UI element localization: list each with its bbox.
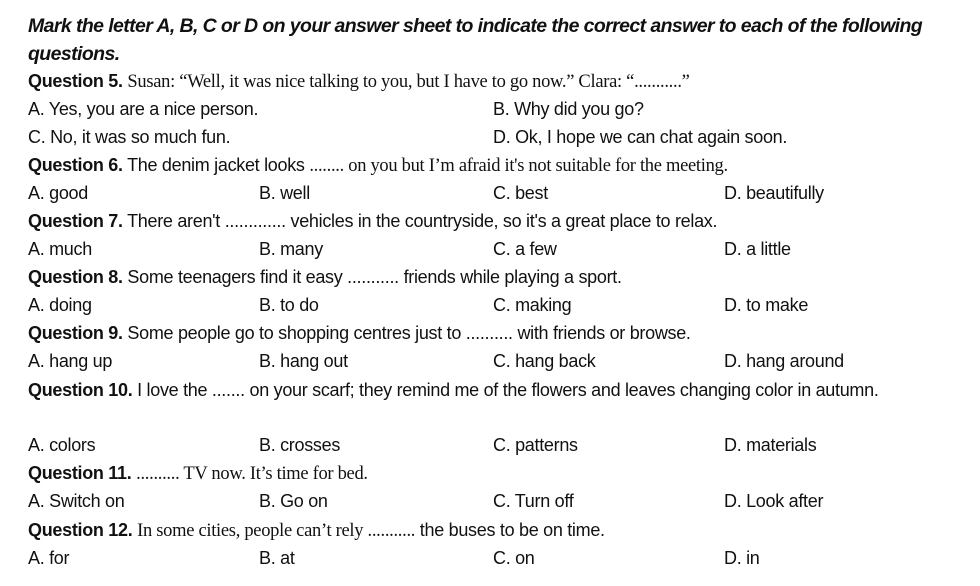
option-a[interactable]: A. Yes, you are a nice person. bbox=[28, 99, 259, 119]
question-6 bbox=[28, 153, 964, 178]
question-8 bbox=[28, 265, 964, 289]
question-text: There aren't ............. vehicles in the countryside, so it's a great place to relax. bbox=[127, 211, 718, 231]
option-b[interactable]: B. to do bbox=[259, 295, 319, 315]
option-a[interactable]: A. much bbox=[28, 239, 92, 259]
option-b[interactable]: B. at bbox=[259, 548, 295, 568]
option-a[interactable]: A. good bbox=[28, 183, 88, 203]
instructions: Mark the letter A, B, C or D on your answer sheet to indicate the correct answer to each of the following questions. bbox=[28, 15, 923, 65]
question-text: Some teenagers find it easy ........... friends while playing a sport. bbox=[127, 267, 622, 287]
option-b[interactable]: B. Why did you go? bbox=[493, 99, 644, 119]
option-a[interactable]: A. Switch on bbox=[28, 491, 125, 511]
question-label: Question 7. bbox=[28, 211, 123, 231]
question-6-options bbox=[28, 181, 968, 205]
option-a[interactable]: A. colors bbox=[28, 435, 96, 455]
question-7-options bbox=[28, 237, 968, 261]
question-12-options bbox=[28, 546, 968, 570]
option-d[interactable]: D. to make bbox=[724, 295, 809, 315]
option-c[interactable]: C. hang back bbox=[493, 351, 596, 371]
question-8-options bbox=[28, 293, 968, 317]
option-d[interactable]: D. a little bbox=[724, 239, 791, 259]
option-b[interactable]: B. Go on bbox=[259, 491, 328, 511]
question-5-options-row-2 bbox=[28, 125, 968, 149]
question-9-options bbox=[28, 349, 968, 373]
question-text: Susan: “Well, it was nice talking to you, but I have to go now.” Clara: “...........” bbox=[127, 72, 690, 92]
question-text: .......... TV now. It’s time for bed. bbox=[136, 464, 368, 484]
question-11-options bbox=[28, 489, 968, 513]
question-10-options bbox=[28, 433, 968, 457]
question-7 bbox=[28, 209, 964, 233]
option-c[interactable]: C. patterns bbox=[493, 435, 578, 455]
question-text-part-1: In some cities, people can’t rely ........... bbox=[137, 521, 416, 541]
question-text: Some people go to shopping centres just to .......... with friends or browse. bbox=[127, 323, 691, 343]
question-text-part-2: ........ on you but I’m afraid it's not suitable for the meeting. bbox=[309, 156, 728, 176]
question-label: Question 11. bbox=[28, 463, 132, 483]
option-d[interactable]: D. Look after bbox=[724, 491, 824, 511]
option-d[interactable]: D. in bbox=[724, 548, 760, 568]
question-label: Question 5. bbox=[28, 71, 123, 91]
option-b[interactable]: B. many bbox=[259, 239, 323, 259]
option-d[interactable]: D. beautifully bbox=[724, 183, 824, 203]
question-label: Question 9. bbox=[28, 323, 123, 343]
question-5-options bbox=[28, 97, 968, 121]
option-b[interactable]: B. crosses bbox=[259, 435, 341, 455]
question-5 bbox=[28, 69, 964, 94]
option-d[interactable]: D. materials bbox=[724, 435, 817, 455]
option-a[interactable]: A. for bbox=[28, 548, 70, 568]
option-d[interactable]: D. Ok, I hope we can chat again soon. bbox=[493, 127, 788, 147]
option-a[interactable]: A. hang up bbox=[28, 351, 113, 371]
option-b[interactable]: B. hang out bbox=[259, 351, 348, 371]
option-c[interactable]: C. a few bbox=[493, 239, 557, 259]
option-c[interactable]: C. making bbox=[493, 295, 572, 315]
option-c[interactable]: C. best bbox=[493, 183, 548, 203]
option-c[interactable]: C. Turn off bbox=[493, 491, 574, 511]
question-label: Question 8. bbox=[28, 267, 123, 287]
question-text-part-1: The denim jacket looks bbox=[127, 155, 310, 175]
question-text: I love the ....... on your scarf; they remind me of the flowers and leaves changing color in autumn. bbox=[137, 380, 879, 400]
option-b[interactable]: B. well bbox=[259, 183, 310, 203]
question-label: Question 6. bbox=[28, 155, 123, 175]
question-9 bbox=[28, 321, 964, 345]
question-12 bbox=[28, 518, 964, 543]
option-c[interactable]: C. on bbox=[493, 548, 535, 568]
option-c[interactable]: C. No, it was so much fun. bbox=[28, 127, 231, 147]
question-label: Question 10. bbox=[28, 380, 133, 400]
question-text-part-2: the buses to be on time. bbox=[415, 520, 605, 540]
question-10 bbox=[28, 376, 964, 404]
question-11 bbox=[28, 461, 964, 486]
option-d[interactable]: D. hang around bbox=[724, 351, 844, 371]
option-a[interactable]: A. doing bbox=[28, 295, 92, 315]
question-label: Question 12. bbox=[28, 520, 133, 540]
